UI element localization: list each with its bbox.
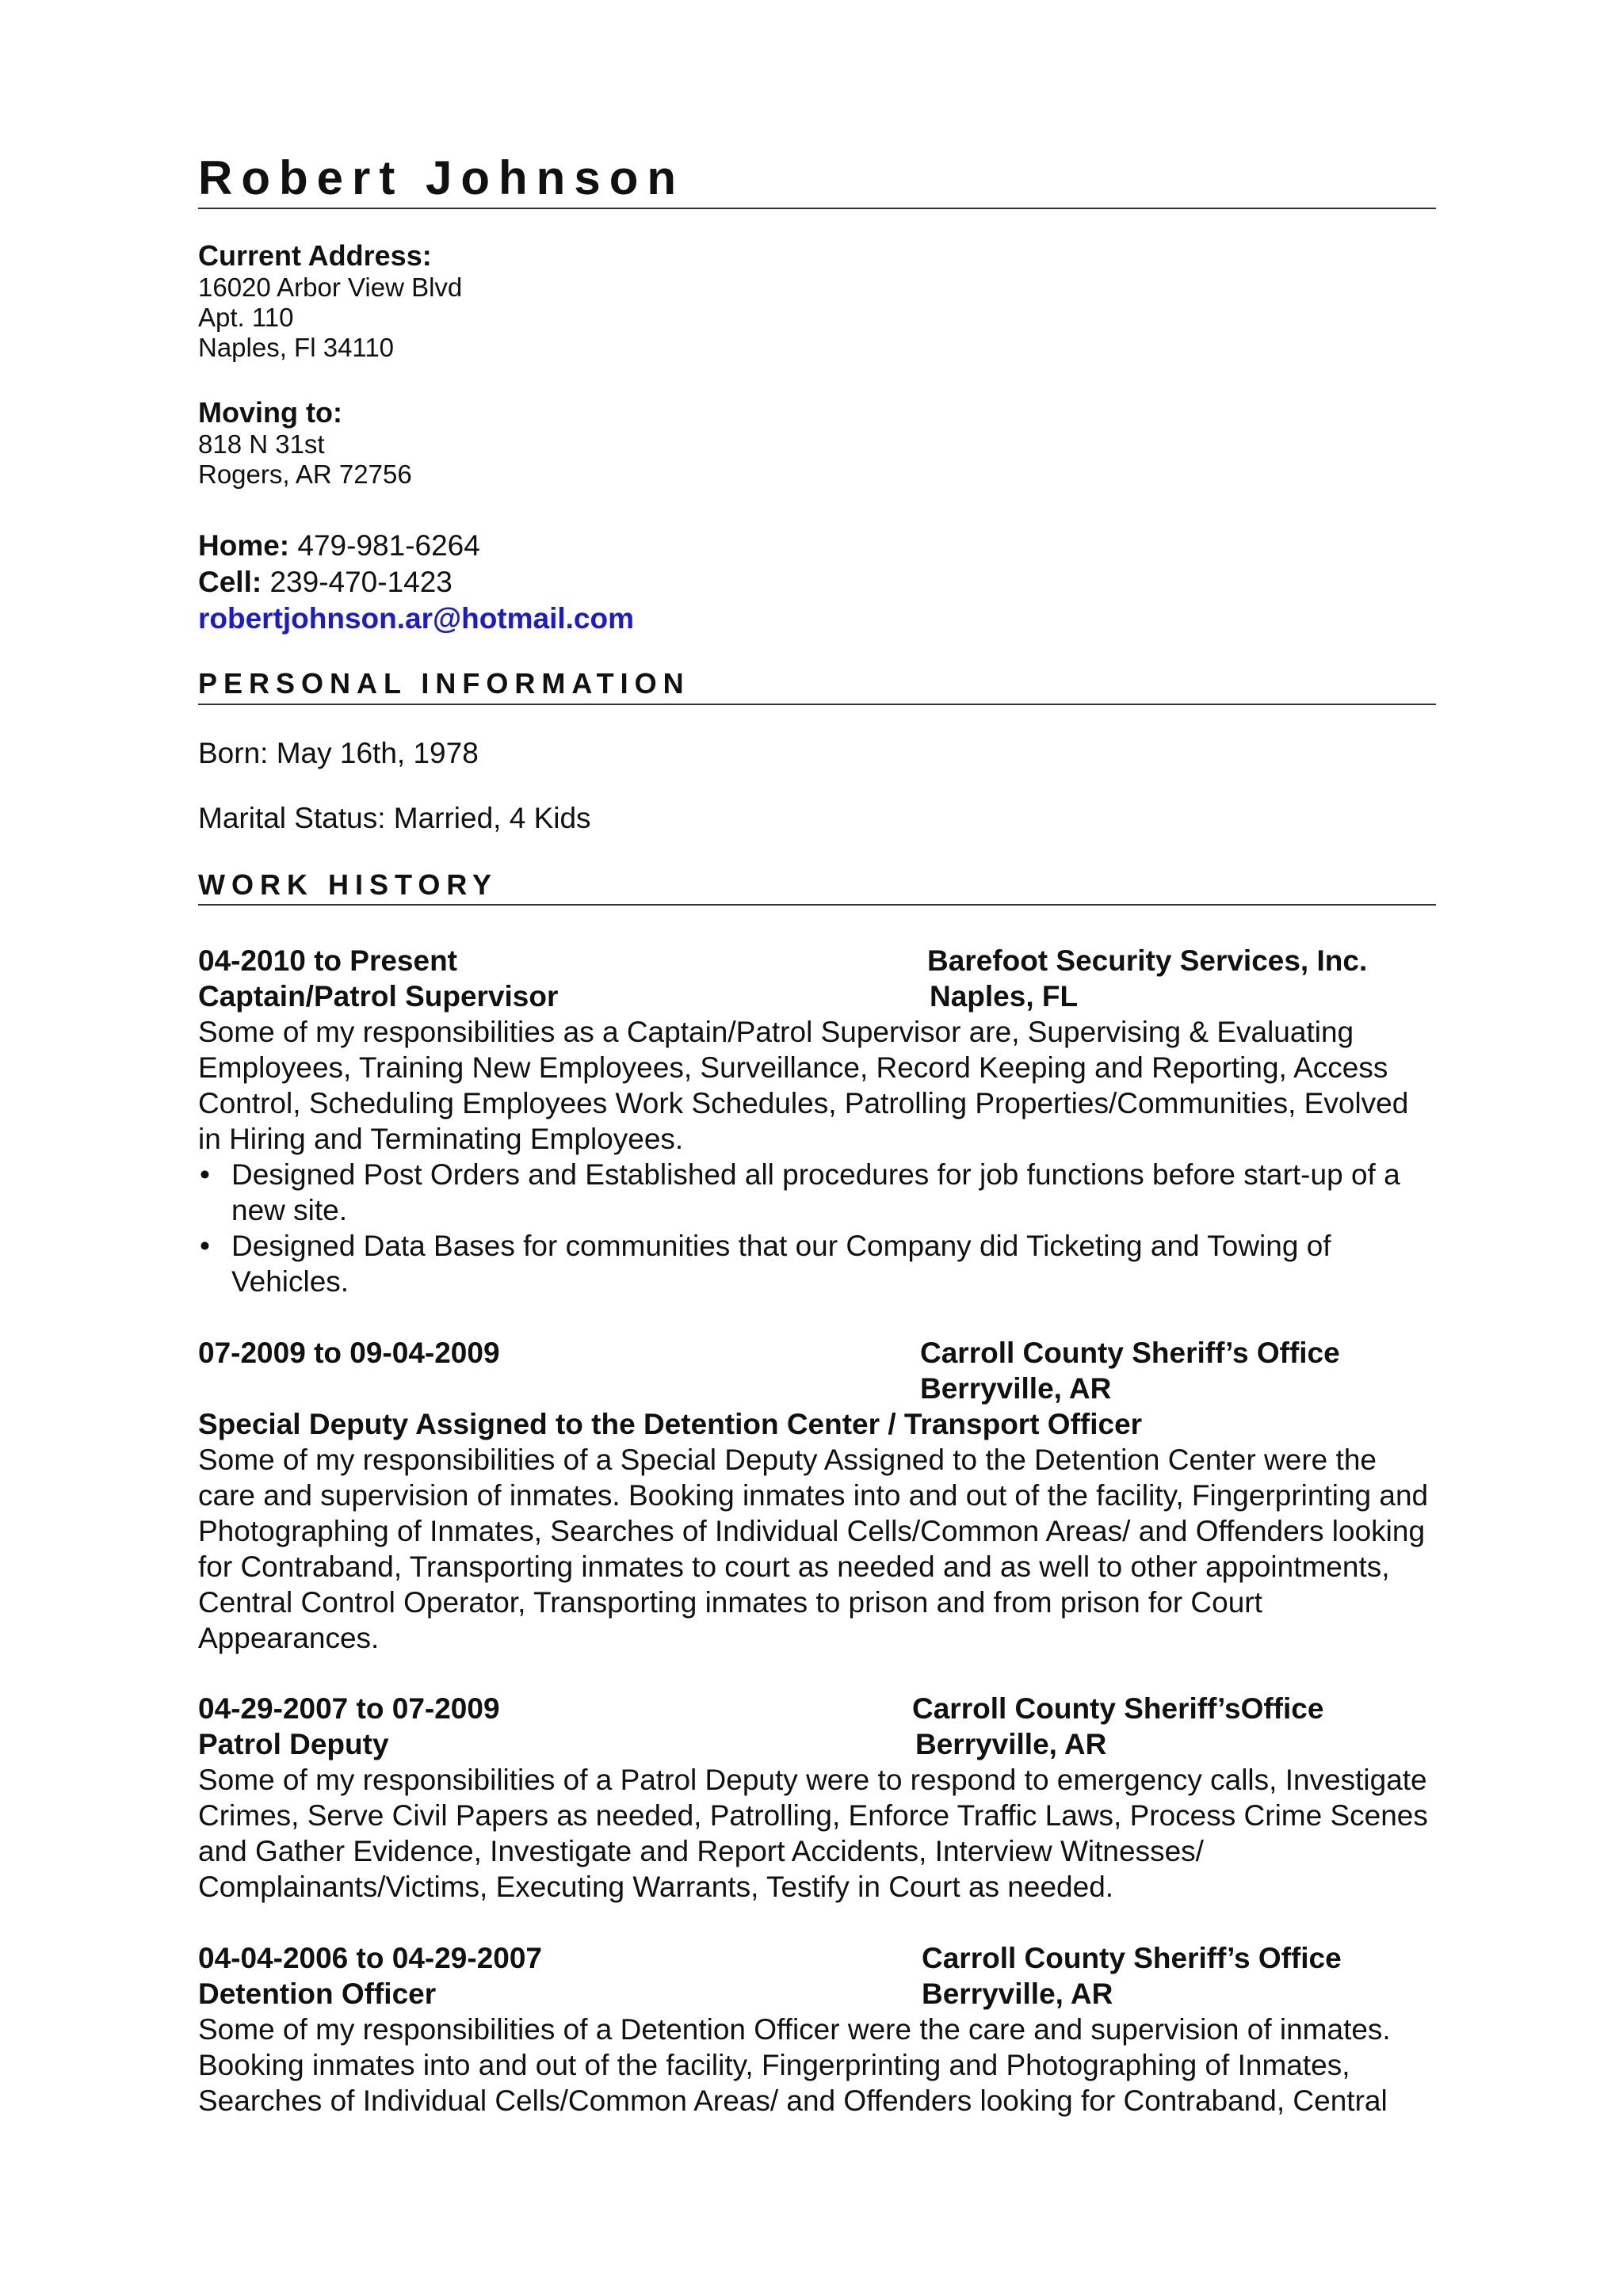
- moving-to-line1: 818 N 31st: [198, 429, 325, 459]
- marital-status-text: Marital Status: Married, 4 Kids: [198, 802, 591, 834]
- cell-phone: [198, 564, 634, 601]
- job-dates: 04-2010 to Present: [198, 944, 458, 977]
- job-description: Some of my responsibilities as a Captain/Patrol Supervisor are, Supervising & Evaluating Employees, Training New Employees, Surveillance, Record Keeping and Reporting, Access Control, Scheduling Employees Work Schedules, Patrolling Properties/Communities, Evolved in Hiring and Terminating Employees.: [198, 1016, 1409, 1155]
- job-subheader-row: [198, 1371, 1436, 1406]
- job-location: Berryville, AR: [922, 1978, 1113, 2010]
- job-position: Captain/Patrol Supervisor: [198, 980, 559, 1013]
- job-entry: [198, 1940, 1436, 2119]
- personal-info-divider: [198, 704, 1436, 705]
- cell-label: Cell:: [198, 566, 262, 598]
- job-subheader-row: [198, 978, 1436, 1014]
- home-phone: [198, 528, 634, 564]
- job-position: Patrol Deputy: [198, 1728, 389, 1760]
- job-subheader-row: [198, 1976, 1436, 2012]
- job-employer: Carroll County Sheriff’s Office: [920, 1337, 1340, 1369]
- current-address-line2: Apt. 110: [198, 303, 294, 332]
- personal-info-heading: PERSONAL INFORMATION: [198, 667, 690, 700]
- resume-name: Robert Johnson: [198, 151, 685, 204]
- job-position: Detention Officer: [198, 1978, 437, 2010]
- moving-to-label: Moving to:: [198, 396, 342, 429]
- current-address-line3: Naples, Fl 34110: [198, 333, 395, 362]
- born-text: Born: May 16th, 1978: [198, 737, 479, 769]
- job-bullet: • Designed Data Bases for communities that our Company did Ticketing and Towing of Vehicles.: [231, 1228, 1436, 1299]
- job-header-row: [198, 1335, 1436, 1371]
- job-description: Some of my responsibilities of a Detention Officer were the care and supervision of inmates. Booking inmates into and out of the facility, Fingerprinting and Photographing of Inmates, Searches of Individual Cells/Common Areas/ and Offenders looking for Contraband, Central: [198, 2013, 1391, 2117]
- job-employer: Carroll County Sheriff’s Office: [922, 1942, 1342, 1974]
- work-history-divider: [198, 904, 1436, 906]
- job-location: Naples, FL: [930, 980, 1079, 1013]
- job-bullet: • Designed Post Orders and Established all procedures for job functions before start-up of a new site.: [231, 1157, 1436, 1228]
- job-location: Berryville, AR: [915, 1728, 1107, 1760]
- current-address-block: [198, 239, 462, 363]
- job-employer: Barefoot Security Services, Inc.: [927, 944, 1368, 977]
- job-dates: 07-2009 to 09-04-2009: [198, 1337, 500, 1369]
- job-header-row: [198, 943, 1436, 978]
- job-entry: [198, 1335, 1436, 1656]
- current-address-label: Current Address:: [198, 239, 432, 272]
- home-label: Home:: [198, 529, 290, 562]
- job-header-row: [198, 1940, 1436, 1976]
- job-employer: Carroll County Sheriff’sOffice: [912, 1692, 1324, 1725]
- job-entry: [198, 1691, 1436, 1905]
- work-history-heading: WORK HISTORY: [198, 868, 498, 901]
- job-header-row: [198, 1691, 1436, 1726]
- email-link[interactable]: robertjohnson.ar@hotmail.com: [198, 602, 635, 635]
- job-bullet-list: [198, 1157, 1436, 1299]
- job-entry: [198, 943, 1436, 1299]
- moving-to-block: [198, 396, 412, 490]
- moving-to-line2: Rogers, AR 72756: [198, 460, 412, 489]
- cell-value: 239-470-1423: [262, 566, 453, 598]
- contact-block: [198, 528, 634, 637]
- current-address-line1: 16020 Arbor View Blvd: [198, 273, 463, 302]
- name-divider: [198, 208, 1436, 209]
- job-dates: 04-29-2007 to 07-2009: [198, 1692, 500, 1725]
- job-position: Special Deputy Assigned to the Detention Center / Transport Officer: [198, 1408, 1143, 1440]
- job-description: Some of my responsibilities of a Patrol Deputy were to respond to emergency calls, Investigate Crimes, Serve Civil Papers as needed, Patrolling, Enforce Traffic Laws, Process Crime Scenes and Gather Evidence, Investigate and Report Accidents, Interview Witnesses/ Complainants/Victims, Executing Warrants, Testify in Court as needed.: [198, 1764, 1428, 1903]
- job-subheader-row: [198, 1726, 1436, 1762]
- job-description: Some of my responsibilities of a Special Deputy Assigned to the Detention Center were the care and supervision of inmates. Booking inmates into and out of the facility, Fingerprinting and Photographing of Inmates, Searches of Individual Cells/Common Areas/ and Offenders looking for Contraband, Transporting inmates to court as needed and as well to other appointments, Central Control Operator, Transporting inmates to prison and from prison for Court Appearances.: [198, 1444, 1429, 1654]
- job-dates: 04-04-2006 to 04-29-2007: [198, 1942, 543, 1974]
- home-value: 479-981-6264: [289, 529, 480, 562]
- job-location: Berryville, AR: [920, 1372, 1112, 1405]
